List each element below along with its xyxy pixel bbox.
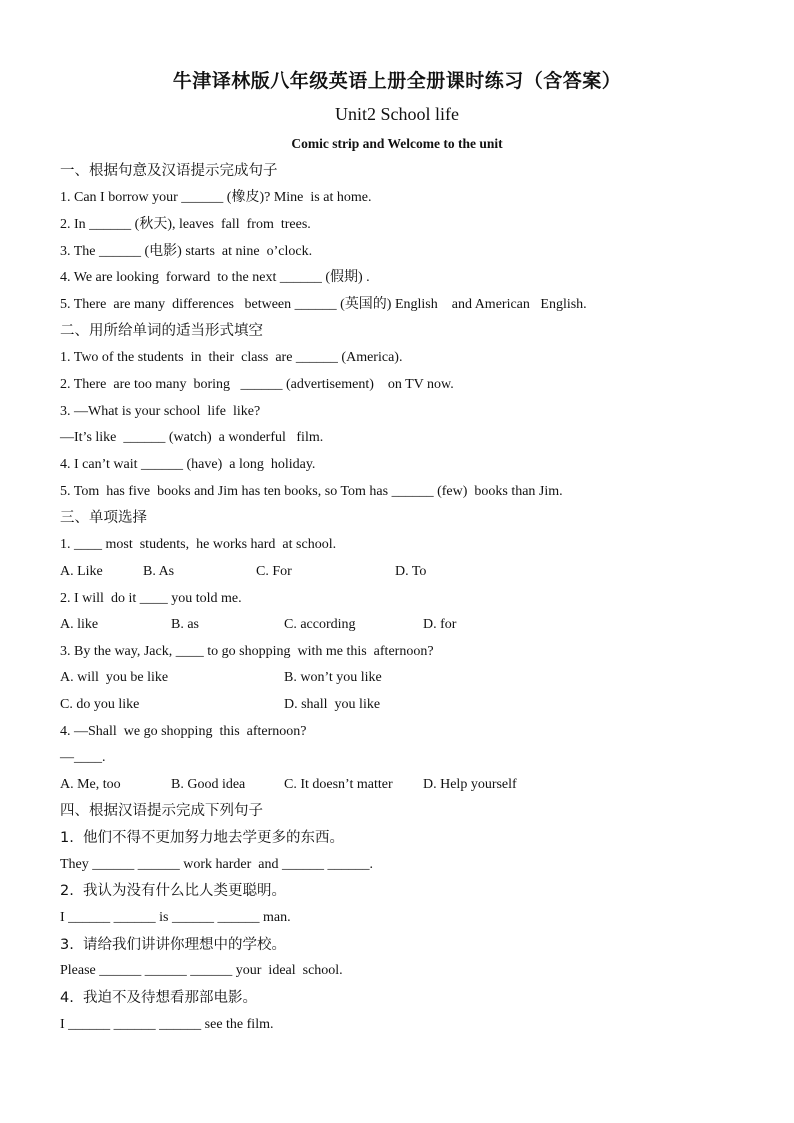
option-c: C. For: [256, 564, 292, 579]
option-b: B. won’t you like: [284, 670, 382, 685]
section-3-question-4: 4. —Shall we go shopping this afternoon?: [60, 724, 307, 739]
section-2-question-3-answer: —It’s like ______ (watch) a wonderful film.: [60, 430, 324, 445]
option-c: C. do you like: [60, 697, 140, 712]
section-4-question-2-english: I ______ ______ is ______ ______ man.: [60, 910, 291, 925]
section-4-question-1-english: They ______ ______ work harder and ______ ______.: [60, 857, 374, 872]
unit-title: Unit2 School life: [335, 104, 459, 124]
option-a: A. Me, too: [60, 777, 121, 792]
section-2-question-2: 2. There are too many boring ______ (advertisement) on TV now.: [60, 377, 454, 392]
option-d: D. To: [395, 564, 427, 579]
section-4-question-4-english: I ______ ______ ______ see the film.: [60, 1017, 274, 1032]
section-2-question-5: 5. Tom has five books and Jim has ten books, so Tom has ______ (few) books than Jim.: [60, 484, 563, 499]
option-a: A. will you be like: [60, 670, 169, 685]
section-2-question-4: 4. I can’t wait ______ (have) a long holiday.: [60, 457, 316, 472]
section-1-question-2: 2. In ______ (秋天), leaves fall from trees.: [60, 217, 311, 232]
option-a: A. like: [60, 617, 99, 632]
option-d: D. Help yourself: [423, 777, 517, 792]
section-3-question-1: 1. ____ most students, he works hard at school.: [60, 537, 337, 552]
option-c: C. according: [284, 617, 356, 632]
option-b: B. as: [171, 617, 199, 632]
lesson-title: Comic strip and Welcome to the unit: [291, 136, 503, 151]
option-b: B. As: [143, 564, 175, 579]
section-4-question-3-english: Please ______ ______ ______ your ideal school.: [60, 963, 343, 978]
section-4-heading: 四、根据汉语提示完成下列句子: [60, 803, 263, 819]
document-title: 牛津译林版八年级英语上册全册课时练习（含答案）: [172, 70, 622, 92]
option-c: C. It doesn’t matter: [284, 777, 393, 792]
section-4-question-2-chinese: 2. 我认为没有什么比人类更聪明。: [60, 883, 287, 899]
option-d: D. shall you like: [284, 697, 381, 712]
option-a: A. Like: [60, 564, 103, 579]
section-1-question-5: 5. There are many differences between ______ (英国的) English and American English.: [60, 297, 587, 312]
section-2-heading: 二、用所给单词的适当形式填空: [60, 323, 263, 339]
section-1-question-3: 3. The ______ (电影) starts at nine o’clock.: [60, 244, 313, 259]
option-b: B. Good idea: [171, 777, 246, 792]
section-2-question-3: 3. —What is your school life like?: [60, 404, 261, 419]
section-1-question-4: 4. We are looking forward to the next ______ (假期) .: [60, 270, 370, 285]
section-1-heading: 一、根据句意及汉语提示完成句子: [60, 163, 278, 179]
section-3-question-2: 2. I will do it ____ you told me.: [60, 591, 242, 606]
option-d: D. for: [423, 617, 457, 632]
section-4-question-3-chinese: 3. 请给我们讲讲你理想中的学校。: [60, 937, 287, 953]
section-3-question-3: 3. By the way, Jack, ____ to go shopping with me this afternoon?: [60, 644, 434, 659]
section-4-question-1-chinese: 1. 他们不得不更加努力地去学更多的东西。: [60, 830, 345, 846]
section-3-question-4-answer: —____.: [60, 750, 106, 765]
section-1-question-1: 1. Can I borrow your ______ (橡皮)? Mine is at home.: [60, 190, 372, 205]
section-2-question-1: 1. Two of the students in their class are ______ (America).: [60, 350, 403, 365]
section-3-heading: 三、单项选择: [60, 510, 147, 526]
section-4-question-4-chinese: 4. 我迫不及待想看那部电影。: [60, 990, 258, 1006]
